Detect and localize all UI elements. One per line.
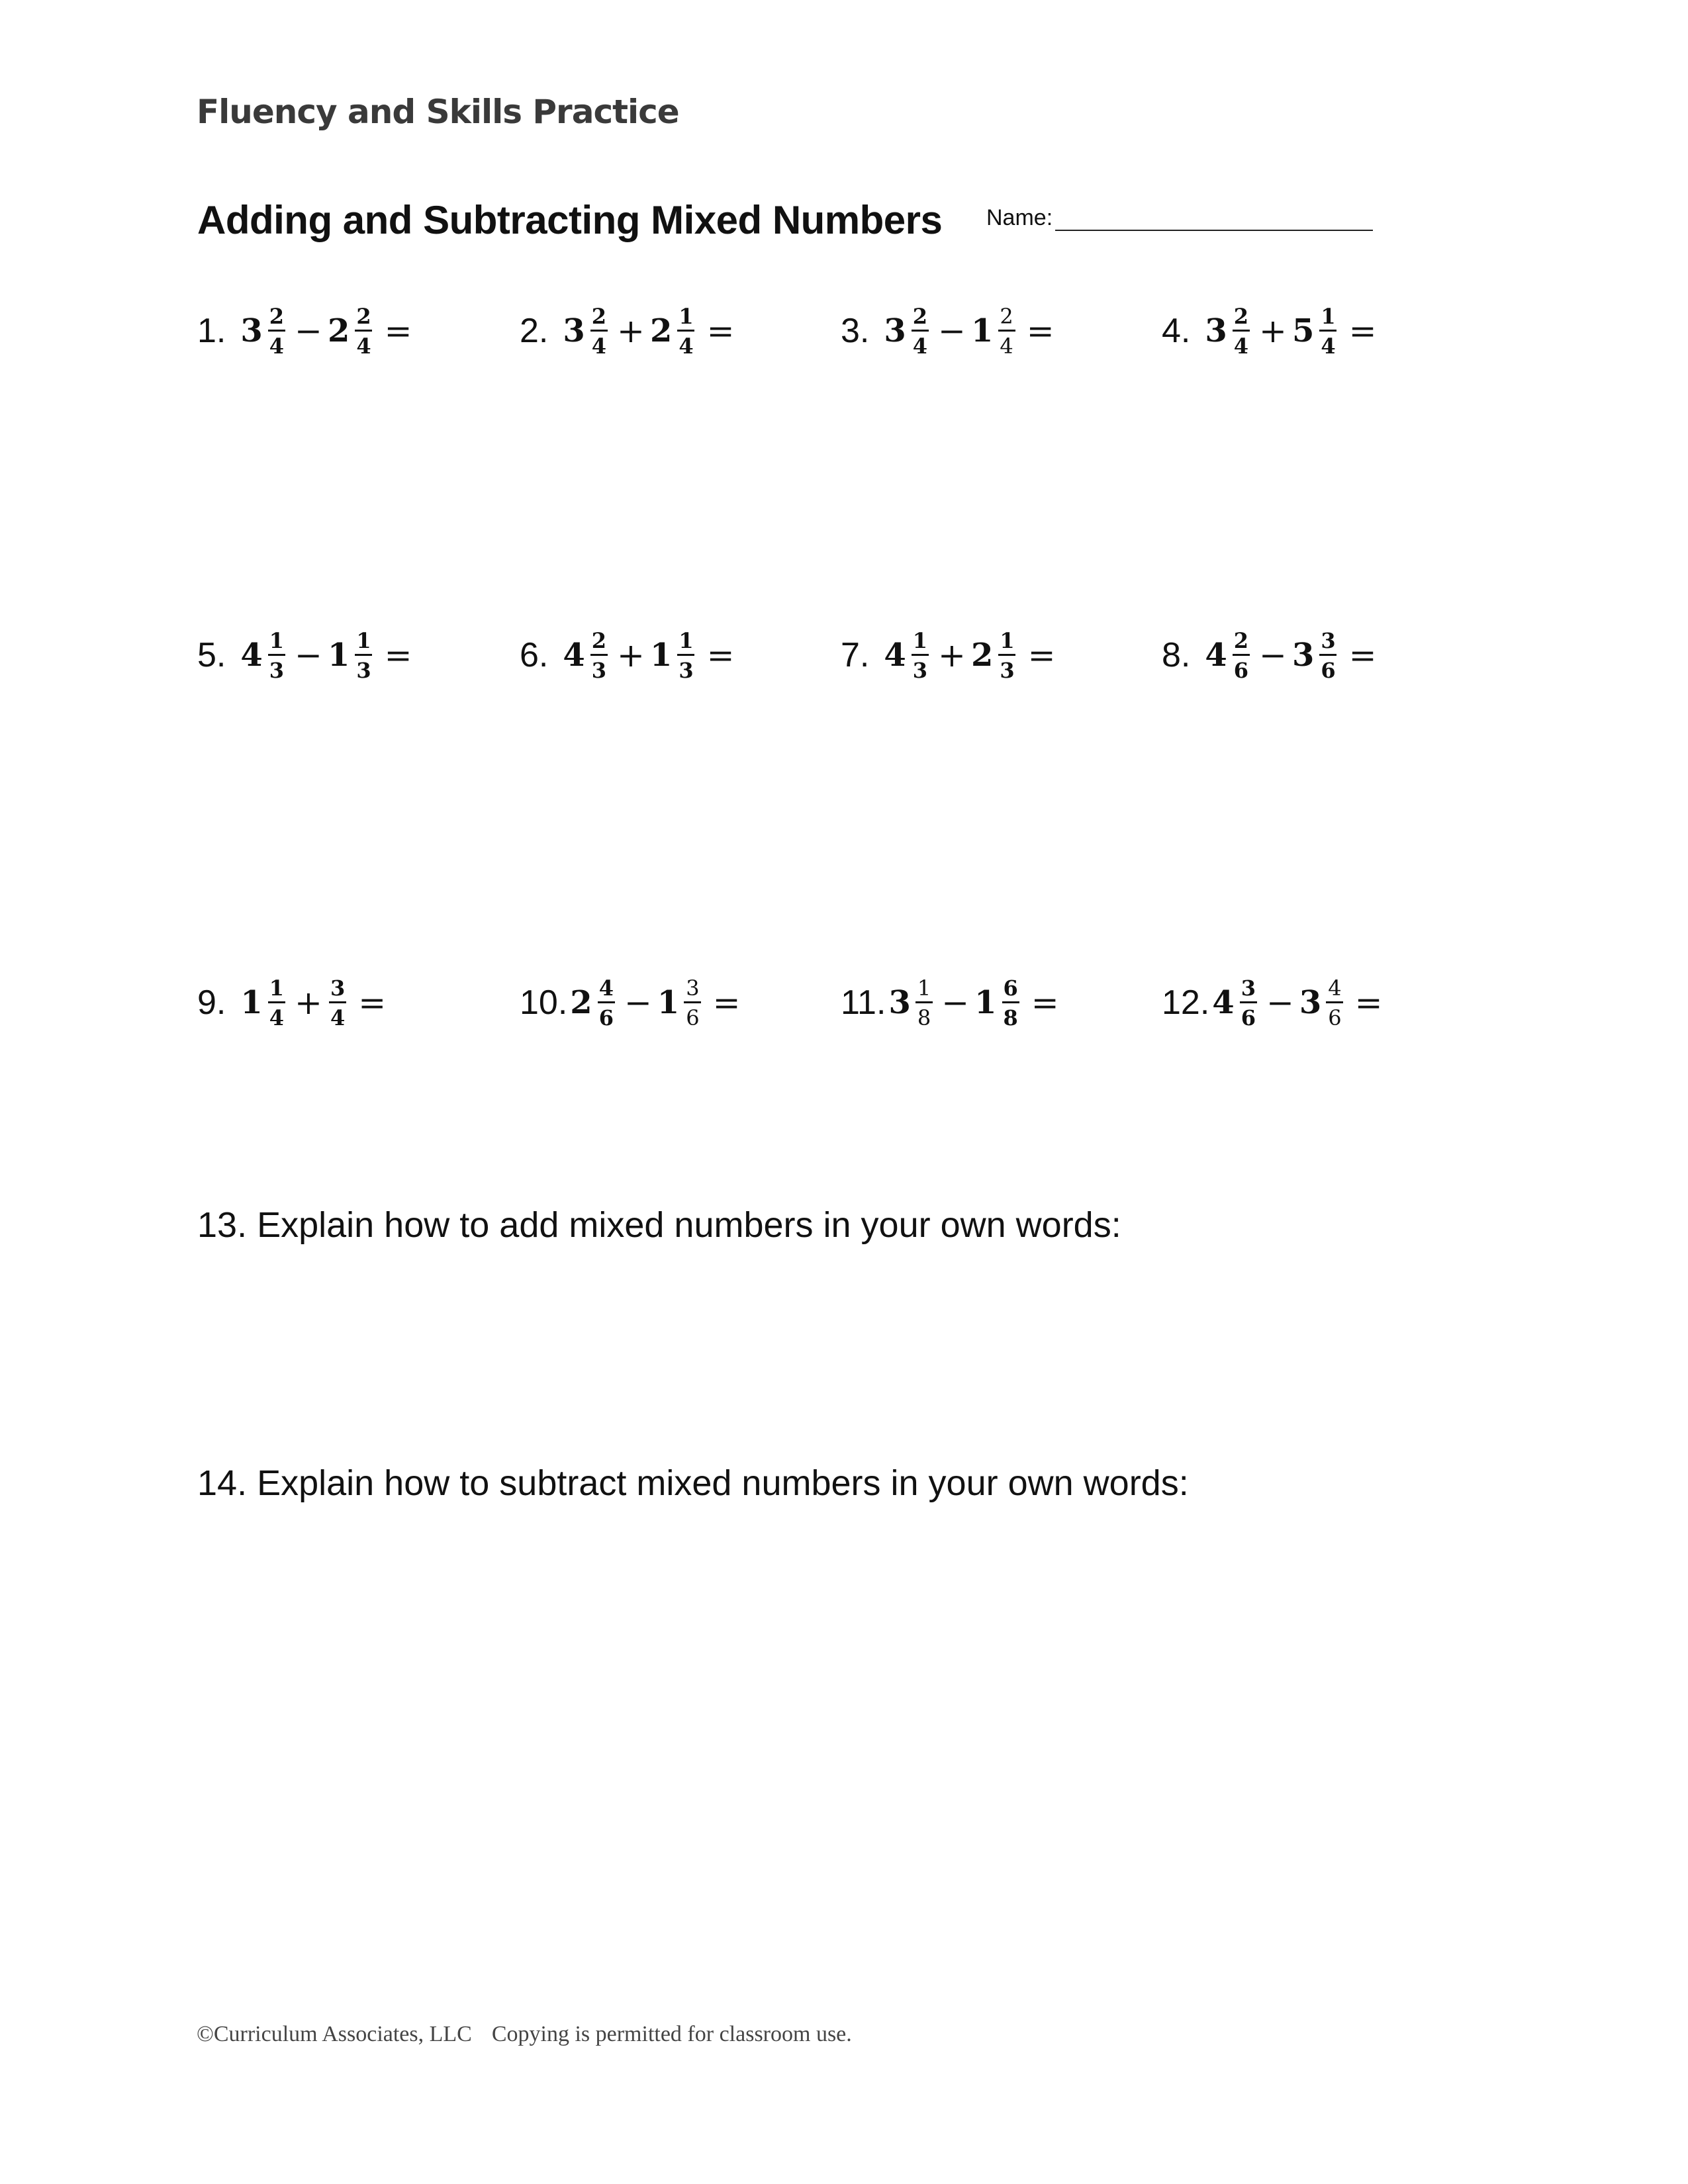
numerator: 2 <box>1233 303 1249 329</box>
worksheet-title: Adding and Subtracting Mixed Numbers <box>197 198 943 242</box>
whole-number: 3 <box>1291 637 1315 674</box>
equals-sign: = <box>1348 636 1377 674</box>
problem-11 <box>841 966 1064 1039</box>
copyright-text: ©Curriculum Associates, LLC <box>197 2022 472 2046</box>
denominator: 8 <box>1003 1005 1018 1030</box>
problem-2 <box>520 295 740 367</box>
fraction <box>683 975 702 1030</box>
numerator: 1 <box>912 627 928 653</box>
numerator: 1 <box>1321 303 1336 329</box>
whole-number: 3 <box>884 312 906 349</box>
numerator: 1 <box>356 627 371 653</box>
fraction <box>1239 975 1258 1030</box>
problem-number: 4. <box>1162 312 1191 350</box>
equals-sign: = <box>712 983 741 1022</box>
whole-number: 3 <box>1299 984 1322 1021</box>
fraction <box>1001 975 1021 1030</box>
numerator: 4 <box>598 975 614 1001</box>
whole-number: 1 <box>327 637 350 674</box>
numerator: 1 <box>679 303 694 329</box>
equals-sign: = <box>384 312 412 350</box>
problem-number: 3. <box>841 312 870 350</box>
whole-number: 4 <box>1205 637 1227 674</box>
problem-number: 7. <box>841 636 870 674</box>
fraction <box>1318 627 1338 683</box>
numerator: 2 <box>912 303 928 329</box>
operator: − <box>295 312 322 350</box>
denominator: 4 <box>269 333 285 359</box>
whole-number: 2 <box>970 637 994 674</box>
equals-sign: = <box>1354 983 1383 1022</box>
denominator: 4 <box>912 333 928 359</box>
question-13-prompt: 13. Explain how to add mixed numbers in your own words: <box>197 1205 1121 1245</box>
denominator: 3 <box>356 657 371 683</box>
equals-sign: = <box>706 312 735 350</box>
worksheet-series-title: Fluency and Skills Practice <box>197 93 679 131</box>
numerator: 1 <box>269 975 285 1001</box>
numerator: 1 <box>269 627 285 653</box>
problem-3 <box>841 295 1060 367</box>
numerator: 4 <box>1328 975 1342 1001</box>
denominator: 6 <box>1241 1005 1256 1030</box>
operator: + <box>617 312 645 350</box>
numerator: 3 <box>330 975 346 1001</box>
equals-sign: = <box>1031 983 1059 1022</box>
fraction <box>267 975 287 1030</box>
numerator: 2 <box>1233 627 1249 653</box>
fraction <box>353 303 373 359</box>
problem-number: 9. <box>197 983 226 1022</box>
denominator: 4 <box>1321 333 1336 359</box>
denominator: 3 <box>912 657 928 683</box>
numerator: 1 <box>917 975 931 1001</box>
whole-number: 2 <box>570 984 592 1021</box>
numerator: 1 <box>1000 627 1015 653</box>
problem-number: 10. <box>520 983 568 1022</box>
denominator: 4 <box>1000 333 1013 359</box>
whole-number: 2 <box>327 312 350 349</box>
problem-1 <box>197 295 418 367</box>
problem-7 <box>841 619 1061 692</box>
whole-number: 2 <box>649 312 673 349</box>
operator: + <box>617 636 645 674</box>
operator: + <box>295 983 322 1022</box>
denominator: 4 <box>330 1005 346 1030</box>
numerator: 2 <box>591 303 607 329</box>
fraction <box>915 975 933 1030</box>
whole-number: 3 <box>888 984 911 1021</box>
name-field <box>986 205 1373 231</box>
operator: − <box>624 983 652 1022</box>
denominator: 3 <box>1000 657 1015 683</box>
operator: − <box>938 312 966 350</box>
problem-number: 5. <box>197 636 226 674</box>
denominator: 6 <box>598 1005 614 1030</box>
denominator: 4 <box>356 333 371 359</box>
fraction <box>328 975 348 1030</box>
whole-number: 1 <box>649 637 673 674</box>
denominator: 8 <box>917 1005 931 1030</box>
whole-number: 3 <box>1205 312 1227 349</box>
permission-text: Copying is permitted for classroom use. <box>491 2022 852 2046</box>
whole-number: 4 <box>884 637 906 674</box>
whole-number: 4 <box>1212 984 1235 1021</box>
footer <box>197 2022 852 2047</box>
denominator: 3 <box>679 657 694 683</box>
equals-sign: = <box>1027 636 1056 674</box>
numerator: 6 <box>1003 975 1018 1001</box>
problem-5 <box>197 619 418 692</box>
denominator: 3 <box>269 657 285 683</box>
numerator: 2 <box>269 303 285 329</box>
problem-9 <box>197 966 391 1039</box>
whole-number: 4 <box>240 637 263 674</box>
fraction <box>596 975 616 1030</box>
fraction <box>267 303 287 359</box>
problem-number: 8. <box>1162 636 1191 674</box>
operator: − <box>295 636 322 674</box>
problem-number: 6. <box>520 636 549 674</box>
equals-sign: = <box>1026 312 1055 350</box>
denominator: 4 <box>269 1005 285 1030</box>
numerator: 1 <box>679 627 694 653</box>
numerator: 2 <box>591 627 607 653</box>
problem-4 <box>1162 295 1382 367</box>
denominator: 6 <box>1328 1005 1342 1030</box>
denominator: 3 <box>591 657 607 683</box>
whole-number: 1 <box>240 984 263 1021</box>
fraction <box>1231 627 1251 683</box>
fraction <box>997 303 1015 359</box>
problem-number: 11. <box>841 983 886 1022</box>
denominator: 6 <box>686 1005 700 1030</box>
equals-sign: = <box>706 636 735 674</box>
fraction <box>267 627 287 683</box>
whole-number: 1 <box>657 984 680 1021</box>
operator: − <box>941 983 970 1022</box>
whole-number: 1 <box>974 984 997 1021</box>
fraction <box>589 627 609 683</box>
fraction <box>1325 975 1344 1030</box>
whole-number: 1 <box>970 312 994 349</box>
fraction <box>353 627 373 683</box>
equals-sign: = <box>358 983 387 1022</box>
numerator: 3 <box>1321 627 1336 653</box>
equals-sign: = <box>384 636 412 674</box>
operator: + <box>938 636 966 674</box>
denominator: 6 <box>1233 657 1249 683</box>
name-blank-line[interactable] <box>1055 206 1373 231</box>
fraction <box>676 627 696 683</box>
fraction <box>1318 303 1338 359</box>
whole-number: 3 <box>240 312 263 349</box>
question-14-prompt: 14. Explain how to subtract mixed numbers in your own words: <box>197 1463 1189 1503</box>
problem-number: 1. <box>197 312 226 350</box>
name-label: Name: <box>986 205 1053 230</box>
fraction <box>1231 303 1251 359</box>
problem-number: 2. <box>520 312 549 350</box>
numerator: 3 <box>1241 975 1256 1001</box>
problem-8 <box>1162 619 1382 692</box>
numerator: 2 <box>1000 303 1013 329</box>
numerator: 2 <box>356 303 371 329</box>
operator: − <box>1259 636 1287 674</box>
problem-number: 12. <box>1162 983 1210 1022</box>
denominator: 6 <box>1321 657 1336 683</box>
whole-number: 3 <box>563 312 585 349</box>
fraction <box>910 627 930 683</box>
fraction <box>997 627 1017 683</box>
problem-10 <box>520 966 746 1039</box>
whole-number: 5 <box>1291 312 1315 349</box>
problem-12 <box>1162 966 1388 1039</box>
fraction <box>910 303 930 359</box>
equals-sign: = <box>1348 312 1377 350</box>
problem-6 <box>520 619 740 692</box>
denominator: 4 <box>679 333 694 359</box>
whole-number: 4 <box>563 637 585 674</box>
fraction <box>676 303 696 359</box>
fraction <box>589 303 609 359</box>
denominator: 4 <box>1233 333 1249 359</box>
operator: + <box>1259 312 1287 350</box>
denominator: 4 <box>591 333 607 359</box>
operator: − <box>1266 983 1294 1022</box>
numerator: 3 <box>686 975 700 1001</box>
